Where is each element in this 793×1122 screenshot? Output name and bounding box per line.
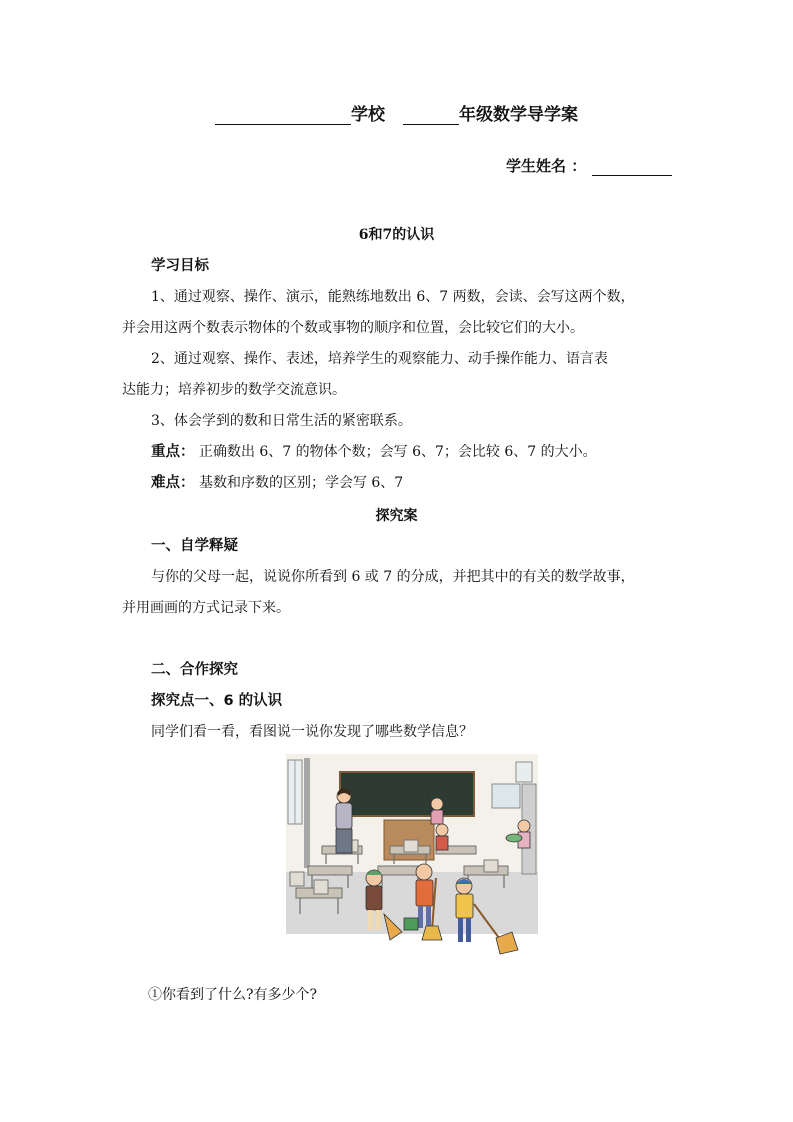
section-2-heading: 二、合作探究 [151,662,238,678]
difficulty-label: 难点： [151,475,195,491]
blackboard [340,772,474,816]
objective-1-line-1: 1、通过观察、操作、演示，能熟练地数出 6、7 两数，会读、会写这两个数， [151,289,635,305]
student-name-blank [592,157,672,176]
section-1-line-2: 并用画画的方式记录下来。 [122,600,290,616]
difficulty-text: 基数和序数的区别；学会写 6、7 [198,475,404,491]
lesson-title: 6和7的认识 [358,227,435,243]
objective-2-line-2: 达能力；培养初步的数学交流意识。 [122,382,346,398]
school-blank [215,106,351,125]
objective-2-line-1: 2、通过观察、操作、表述，培养学生的观察能力、动手操作能力、语言表 [151,351,608,367]
key-point-label: 重点： [151,444,195,460]
difficulty-row [151,473,403,493]
section-2-subheading: 探究点一、6 的认识 [151,693,283,709]
key-point-row [151,442,597,462]
grade-blank [403,106,459,125]
child-middle [436,824,448,850]
right-top-window [516,762,532,782]
key-point-text: 正确数出 6、7 的物体个数；会写 6、7；会比较 6、7 的大小。 [198,444,597,460]
section-2-prompt: 同学们看一看，看图说一说你发现了哪些数学信息？ [151,724,473,740]
student-name-label: 学生姓名 ： [506,157,587,175]
right-window [492,784,520,808]
classroom-svg [286,754,538,962]
explore-title: 探究案 [375,508,418,524]
dustpan [404,918,418,930]
worksheet-header [0,100,793,125]
section-1-line-1: 与你的父母一起，说说你所看到 6 或 7 的分成，并把其中的有关的数学故事， [151,569,635,585]
classroom-cleaning-illustration [286,754,538,962]
objective-1-line-2: 并会用这两个数表示物体的个数或事物的顺序和位置，会比较它们的大小。 [122,320,584,336]
section-1-heading: 一、自学释疑 [151,538,238,554]
question-1: ①你看到了什么?有多少个? [148,987,318,1003]
objective-3: 3、体会学到的数和日常生活的紧密联系。 [151,413,412,429]
student-name-row [506,155,672,176]
school-suffix: 学校 [351,105,385,125]
grade-title: 年级数学导学案 [459,105,578,125]
teacher-figure [336,788,352,853]
wall-pillar [304,758,310,868]
objectives-heading: 学习目标 [151,258,209,274]
